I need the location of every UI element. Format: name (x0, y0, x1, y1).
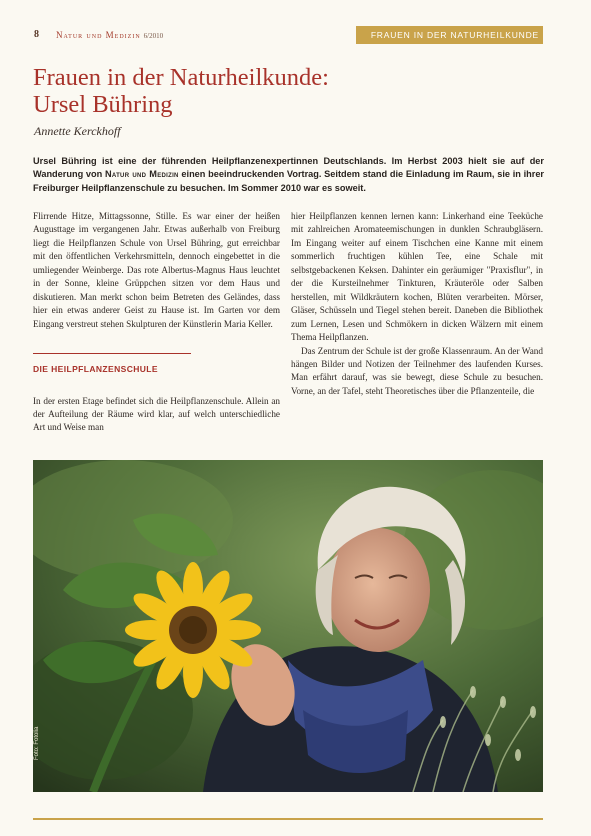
article-lead (33, 155, 544, 195)
paragraph: In der ersten Etage befindet sich die Heilpflanzenschule. Allein an der Aufteilung der Räume wird klar, auf welch unterschiedliche Art und Weise man (33, 395, 280, 433)
lead-part-1: Ursel Bühring ist eine der führenden Heilpflanzenexpertinnen Deutschlands. Im Herbst 2003 hielt sie auf der Wanderung von (33, 156, 544, 180)
issue-number: 6/2010 (143, 32, 164, 40)
paragraph: Flirrende Hitze, Mittagssonne, Stille. Es war einer der heißen Augusttage im vergangenen Jahr. Etwas außerhalb von Freiburg liegt die Heilpflanzen Schule von Ursel Bühring, gut erreichbar mit den öffentlichen Verkehrsmitteln, dennoch eingebettet in die umliegender Weinberge. Das rote Albertus-Magnus Haus leuchtet in der Sonne, kleine Grüppchen sitzen vor dem Haus und diskutieren. Man merkt schon beim Betreten des Geländes, dass hier ein etwas anderer Geist zu Hause ist. Im Garten vor dem Eingang verstreut stehen Skulpturen der Künstlerin Maria Keller. (33, 211, 280, 329)
page-header (0, 26, 591, 46)
title-line-1: Frauen in der Naturheilkunde: (33, 64, 329, 91)
lead-part-2: einen beeindruckenden Vortrag. Seitdem stand die Einladung im Raum, sie in ihrer Freiburger Heilpflanzenschule zu besuchen. Im Sommer 2010 war es soweit. (33, 169, 545, 193)
paragraph: Das Zentrum der Schule ist der große Klassenraum. An der Wand hängen Bilder und Notizen der Teilnehmer des laufenden Kurses. Man erfährt darauf, was sie bewegt, diese Schule zu besuchen. Vorne, an der Tafel, steht Theoretisches über die Pflanzenteile, die (291, 345, 543, 396)
article-title (33, 64, 553, 118)
magazine-name (56, 30, 163, 40)
lead-magazine-name: Natur und Medizin (104, 169, 179, 180)
article-photo (33, 460, 543, 792)
photo-credit (34, 750, 40, 760)
text-column-right (291, 210, 543, 398)
portrait-illustration (33, 460, 543, 792)
text-column-left (33, 210, 280, 435)
author-byline: Annette Kerckhoff (34, 124, 121, 138)
section-banner: FRAUEN IN DER NATURHEILKUNDE (356, 26, 543, 44)
section-subhead: DIE HEILPFLANZENSCHULE (33, 353, 191, 376)
magazine-title: Natur und Medizin (56, 30, 141, 40)
title-line-2: Ursel Bühring (33, 91, 173, 118)
page-number: 8 (34, 29, 39, 40)
paragraph: hier Heilpflanzen kennen lernen kann: Linkerhand eine Teeküche mit zahlreichen Aromateemischungen in dunklen Schraubgläsern. Im Eingang weiter auf einem Tischchen eine Kanne mit einem sommerlich fruchtigen kühlen Tee, eine Schale mit selbstgebackenen Keksen. Dahinter ein geräumiger "Praxisflur", in der die Kursteilnehmer Tinkturen, Kräuteröle oder Salben herstellen, mit Wildkräutern kochen, Blüten verarbeiten. Mörser, Gläser, Schüsseln und Tiegel stehen bereit. Daneben die Bibliothek zum Lernen, Lesen und Schmökern in dicken Wälzern mit einem Thema Heilpflanzen. (291, 211, 543, 343)
bottom-rule (33, 818, 543, 820)
